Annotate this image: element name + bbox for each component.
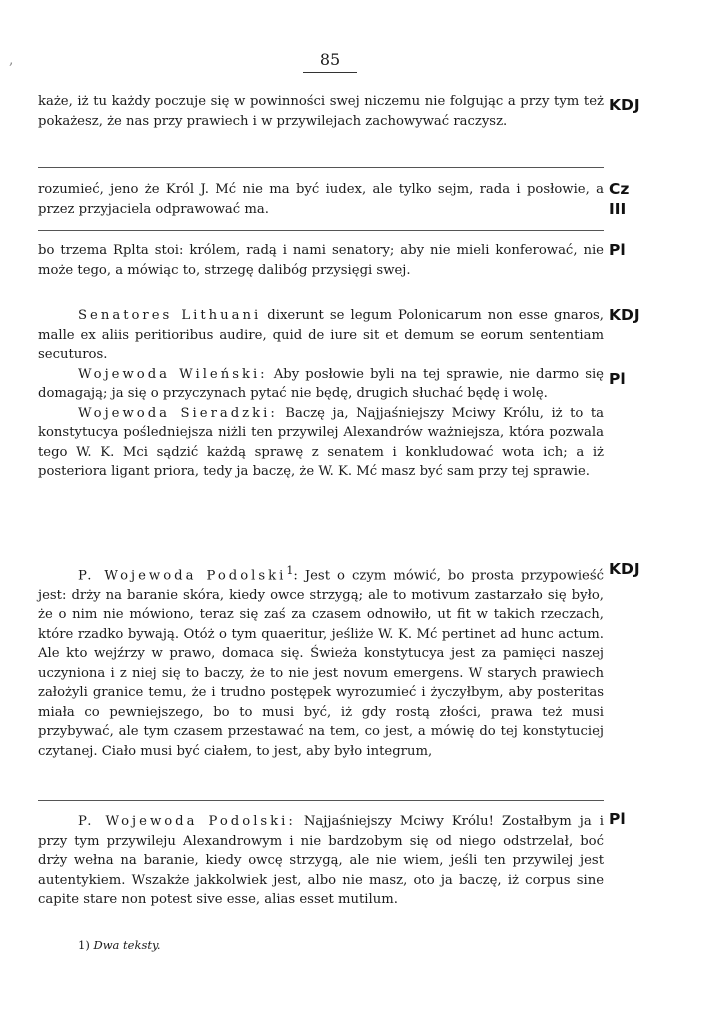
speaker-name: Wojewoda Sieradzki: — [78, 405, 278, 421]
section-1 — [38, 180, 604, 219]
section-divider — [38, 230, 604, 231]
marker-code: III — [609, 199, 627, 218]
paragraph — [38, 365, 604, 404]
section-5 — [38, 812, 604, 910]
section-2 — [38, 241, 604, 280]
paragraph-text: Najjaśniejszy Mciwy Królu! Zostałbym ja i przy tym przywileju Alexandrowym i nie bardzobym się od niego odstrzelał, boć drży wełna na baranie, kiedy owcę strzygą, ale nie wiem, jeśli ten przywilej jest autentykiem. Wszakże jakkolwiek jest, albo nie masz, oto ja baczę, iż corpus sine capite stare non potest sive esse, alias esset mutilum. — [38, 814, 604, 907]
page-number-rule — [303, 72, 357, 73]
section-divider — [38, 167, 604, 168]
paragraph-text: Baczę ja, Najjaśniejszy Mciwy Królu, iż to ta konstytucya pośledniejsza niżli ten przywilej Alexandrów ważniejsza, która pozwala tego W. K. Mci sądzić każdą sprawę z senatem i konkludować wota ich; a iż posteriora ligant priora, tedy ja baczę, że W. K. Mć masz być sam przy tej sprawie. — [38, 405, 604, 479]
marker-code: Pl — [609, 810, 626, 828]
paragraph-text: Aby posłowie byli na tej sprawie, nie darmo się domagają; ja się o przyczynach pytać nie będę, drugich słuchać będę i wolę. — [38, 366, 604, 401]
section-0 — [38, 92, 604, 131]
paragraph — [38, 92, 604, 131]
section-marker — [609, 560, 649, 580]
paragraph-text: rozumieć, jeno że Król J. Mć nie ma być iudex, ale tylko sejm, rada i posłowie, a przez przyjaciela odprawować ma. — [38, 182, 604, 217]
marker-code: Cz — [609, 180, 630, 198]
section-marker — [609, 180, 649, 219]
paragraph-text: : Jest o czym mówić, bo prosta przypowieść jest: drży na baranie skóra, kiedy owce strzygą; ale to motivum zastarzało się było, że o nim nie mówiono, teraz się zaś za czasem odnowiło, ut fit w takich rzeczach, które rzadko bywają. Otóż o tym quaeritur, jeśliże W. K. Mć pertinet ad hunc actum. Ale kto wejźrzy w prawo, domaca się. Świeża konstytucya jest za pamięci naszej uczyniona i z niej się to baczy, że to nie jest novum emergens. W starych prawiech założyli granice temu, że i trudno postępek wyrozumieć i życzyłbym, aby posteritas miała co pewniejszego, bo to musi być, iż gdy rostą złości, prawa też musi przybywać, ale tym czasem przestawać na tem, co jest, a mówię do tej konstytuciej czytanej. Ciało musi być ciałem, to jest, aby było integrum, — [38, 568, 604, 759]
speaker-name: P. Wojewoda Podolski — [78, 568, 287, 584]
paragraph — [38, 561, 604, 761]
section-divider — [38, 800, 604, 801]
marker-code: KDJ — [609, 96, 640, 114]
marker-code: Pl — [609, 370, 626, 388]
section-marker — [609, 96, 649, 116]
paragraph — [38, 404, 604, 482]
section-marker — [609, 810, 649, 830]
marker-code: KDJ — [609, 306, 640, 324]
section-3 — [38, 306, 604, 482]
footnote-number: 1) — [78, 938, 90, 952]
page-number: 85 — [319, 50, 341, 69]
section-marker — [609, 241, 649, 261]
stray-mark: , — [9, 52, 14, 68]
paragraph-text: każe, iż tu każdy poczuje się w powinności swej niczemu nie folgując a przy tym też pokażesz, że nas przy prawiech i w przywilejach zachowywać raczysz. — [38, 94, 604, 129]
footnote-ref: 1 — [286, 564, 294, 577]
paragraph — [38, 180, 604, 219]
footnote-text: Dwa teksty. — [93, 938, 161, 952]
paragraph — [38, 306, 604, 365]
section-marker — [609, 370, 649, 390]
marker-code: KDJ — [609, 560, 640, 578]
footnote — [78, 937, 161, 953]
paragraph — [38, 812, 604, 910]
speaker-name: P. Wojewoda Podolski: — [78, 814, 296, 829]
speaker-name: Wojewoda Wileński: — [78, 366, 268, 382]
section-marker — [609, 306, 649, 326]
paragraph — [38, 241, 604, 280]
marker-code: Pl — [609, 241, 626, 259]
paragraph-text: dixerunt se legum Polonicarum non esse gnaros, malle ex aliis peritioribus audire, quid de iure sit et demum se eorum sententiam secuturos. — [38, 308, 604, 362]
section-4 — [38, 561, 604, 761]
speaker-name: Senatores Lithuani — [78, 308, 262, 323]
paragraph-text: bo trzema Rplta stoi: królem, radą i nami senatory; aby nie mieli konferować, nie może tego, a mówiąc to, strzegę dalibóg przysięgi swej. — [38, 243, 604, 278]
